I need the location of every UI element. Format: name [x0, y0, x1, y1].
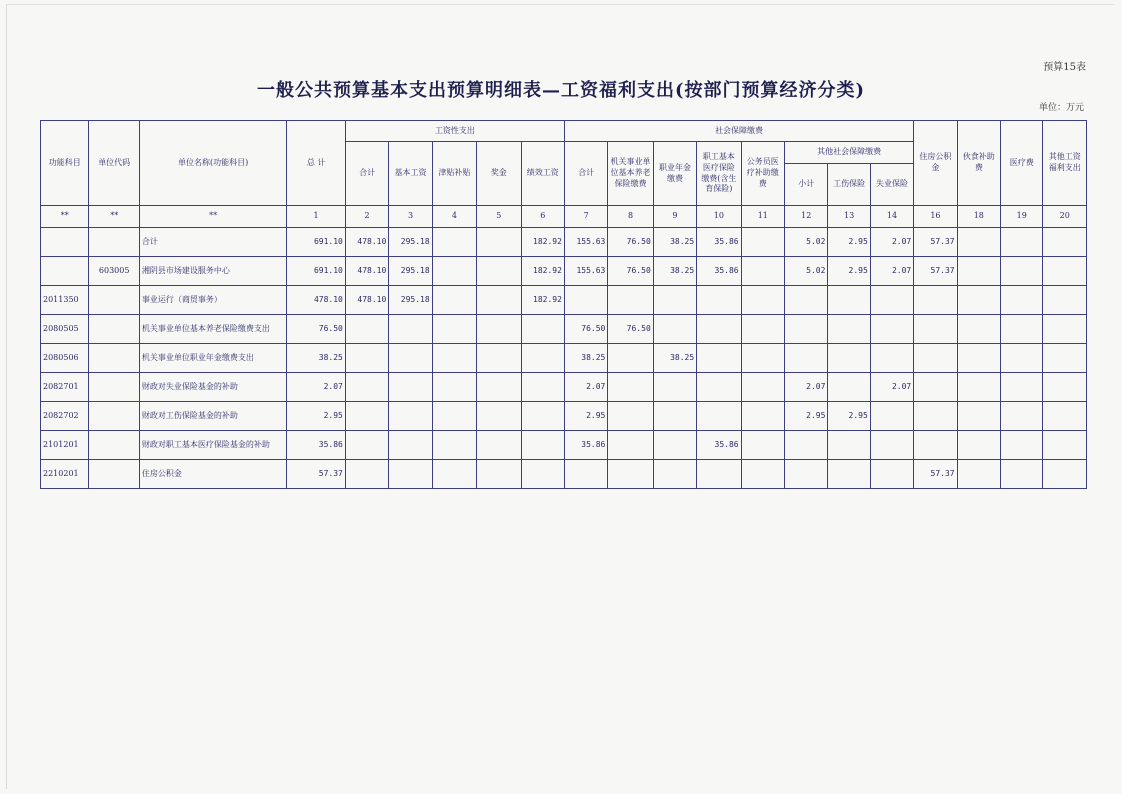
header-other-social-group: 其他社会保障缴费	[785, 142, 914, 164]
amount-cell: 2.95	[828, 402, 870, 431]
header-performance: 绩效工资	[521, 142, 564, 206]
table-row	[41, 286, 1087, 315]
amount-cell	[741, 315, 784, 344]
header-medical: 职工基本医疗保险缴费(含生育保险)	[697, 142, 741, 206]
amount-cell	[828, 373, 870, 402]
amount-cell	[389, 402, 432, 431]
index-cell: **	[139, 206, 286, 228]
amount-cell	[432, 431, 476, 460]
page-title: 一般公共预算基本支出预算明细表—工资福利支出(按部门预算经济分类)	[256, 80, 866, 101]
unit-code-cell	[89, 344, 139, 373]
amount-cell	[432, 228, 476, 257]
amount-cell: 182.92	[521, 286, 564, 315]
amount-cell	[1001, 402, 1043, 431]
header-other-wage: 其他工资福利支出	[1043, 121, 1087, 206]
amount-cell	[914, 286, 957, 315]
amount-cell: 76.50	[608, 315, 653, 344]
amount-cell	[957, 228, 1000, 257]
amount-cell	[521, 373, 564, 402]
amount-cell	[697, 286, 741, 315]
unit-code-cell	[89, 315, 139, 344]
header-meal: 伙食补助费	[957, 121, 1000, 206]
table-row	[41, 257, 1087, 286]
index-cell: **	[41, 206, 89, 228]
amount-cell	[870, 402, 913, 431]
amount-cell	[1043, 315, 1087, 344]
table-row	[41, 373, 1087, 402]
amount-cell	[477, 228, 521, 257]
amount-cell: 2.95	[828, 257, 870, 286]
amount-cell	[1043, 431, 1087, 460]
index-cell: 6	[521, 206, 564, 228]
header-wage-total: 合计	[345, 142, 388, 206]
amount-cell	[870, 286, 913, 315]
index-cell: 11	[741, 206, 784, 228]
index-cell: 19	[1001, 206, 1043, 228]
amount-cell	[957, 402, 1000, 431]
amount-cell: 2.07	[785, 373, 828, 402]
amount-cell	[785, 344, 828, 373]
unit-name-cell: 财政对失业保险基金的补助	[139, 373, 286, 402]
amount-cell: 2.07	[870, 228, 913, 257]
amount-cell	[653, 373, 696, 402]
header-total: 总 计	[287, 121, 346, 206]
amount-cell	[432, 402, 476, 431]
index-cell: 12	[785, 206, 828, 228]
amount-cell	[389, 344, 432, 373]
amount-cell	[1001, 344, 1043, 373]
amount-cell	[477, 315, 521, 344]
func-subject-cell: 2011350	[41, 286, 89, 315]
amount-cell	[1043, 373, 1087, 402]
amount-cell	[1001, 373, 1043, 402]
amount-cell	[653, 402, 696, 431]
table-row	[41, 344, 1087, 373]
unit-name-cell: 机关事业单位基本养老保险缴费支出	[139, 315, 286, 344]
index-cell: 7	[564, 206, 607, 228]
amount-cell: 2.95	[828, 228, 870, 257]
table-row	[41, 431, 1087, 460]
index-cell: 13	[828, 206, 870, 228]
amount-cell	[477, 460, 521, 489]
amount-cell: 38.25	[653, 257, 696, 286]
amount-cell: 5.02	[785, 228, 828, 257]
budget-table	[40, 120, 1087, 489]
amount-cell	[741, 460, 784, 489]
amount-cell	[1001, 286, 1043, 315]
header-unit-name: 单位名称(功能科目)	[139, 121, 286, 206]
amount-cell: 38.25	[653, 228, 696, 257]
amount-cell	[1001, 315, 1043, 344]
amount-cell: 295.18	[389, 286, 432, 315]
index-row	[41, 206, 1087, 228]
amount-cell	[653, 431, 696, 460]
amount-cell	[345, 402, 388, 431]
amount-cell: 182.92	[521, 257, 564, 286]
index-cell: 3	[389, 206, 432, 228]
amount-cell: 295.18	[389, 257, 432, 286]
unit-name-cell: 机关事业单位职业年金缴费支出	[139, 344, 286, 373]
amount-cell: 478.10	[345, 286, 388, 315]
unit-code-cell	[89, 228, 139, 257]
amount-cell	[477, 286, 521, 315]
amount-cell: 2.07	[287, 373, 346, 402]
amount-cell: 35.86	[697, 431, 741, 460]
amount-cell: 2.07	[870, 373, 913, 402]
amount-cell: 2.95	[564, 402, 607, 431]
amount-cell	[1001, 431, 1043, 460]
header-unemployment: 失业保险	[870, 164, 913, 206]
amount-cell	[345, 373, 388, 402]
unit-code-cell	[89, 402, 139, 431]
amount-cell	[608, 460, 653, 489]
amount-cell	[1043, 228, 1087, 257]
header-other-subtotal: 小计	[785, 164, 828, 206]
form-code: 预算15表	[1043, 62, 1086, 73]
header-unit-code: 单位代码	[89, 121, 139, 206]
amount-cell	[521, 402, 564, 431]
table-row	[41, 228, 1087, 257]
amount-cell: 2.95	[785, 402, 828, 431]
func-subject-cell: 2080506	[41, 344, 89, 373]
amount-cell	[828, 286, 870, 315]
header-social-total: 合计	[564, 142, 607, 206]
amount-cell	[914, 315, 957, 344]
amount-cell	[741, 431, 784, 460]
func-subject-cell	[41, 228, 89, 257]
amount-cell	[741, 373, 784, 402]
amount-cell	[870, 344, 913, 373]
amount-cell	[608, 431, 653, 460]
index-cell: 18	[957, 206, 1000, 228]
amount-cell	[432, 286, 476, 315]
amount-cell	[521, 460, 564, 489]
unit-name-cell: 财政对职工基本医疗保险基金的补助	[139, 431, 286, 460]
amount-cell	[345, 344, 388, 373]
amount-cell	[1001, 257, 1043, 286]
amount-cell	[957, 460, 1000, 489]
index-cell: 10	[697, 206, 741, 228]
unit-code-cell: 603005	[89, 257, 139, 286]
table-row	[41, 460, 1087, 489]
amount-cell	[957, 373, 1000, 402]
amount-cell	[477, 344, 521, 373]
amount-cell	[741, 286, 784, 315]
amount-cell	[345, 315, 388, 344]
amount-cell	[477, 257, 521, 286]
unit-name-cell: 湘阴县市场建设服务中心	[139, 257, 286, 286]
amount-cell	[389, 315, 432, 344]
amount-cell: 2.07	[564, 373, 607, 402]
func-subject-cell: 2082702	[41, 402, 89, 431]
amount-cell	[389, 373, 432, 402]
header-medical-fee: 医疗费	[1001, 121, 1043, 206]
amount-cell: 38.25	[653, 344, 696, 373]
amount-cell	[870, 315, 913, 344]
amount-cell	[653, 460, 696, 489]
func-subject-cell	[41, 257, 89, 286]
func-subject-cell: 2101201	[41, 431, 89, 460]
amount-cell	[1043, 402, 1087, 431]
amount-cell: 691.10	[287, 228, 346, 257]
amount-cell	[521, 431, 564, 460]
amount-cell	[653, 315, 696, 344]
amount-cell	[477, 402, 521, 431]
amount-cell	[957, 315, 1000, 344]
amount-cell	[828, 315, 870, 344]
amount-cell	[1043, 344, 1087, 373]
amount-cell: 478.10	[345, 228, 388, 257]
amount-cell	[1043, 460, 1087, 489]
header-civil-medical: 公务员医疗补助缴费	[741, 142, 784, 206]
header-injury: 工伤保险	[828, 164, 870, 206]
amount-cell	[785, 315, 828, 344]
amount-cell	[389, 431, 432, 460]
amount-cell	[432, 344, 476, 373]
amount-cell	[741, 344, 784, 373]
amount-cell: 182.92	[521, 228, 564, 257]
amount-cell	[345, 460, 388, 489]
amount-cell: 57.37	[914, 460, 957, 489]
amount-cell	[870, 431, 913, 460]
amount-cell	[521, 344, 564, 373]
amount-cell	[389, 460, 432, 489]
amount-cell	[608, 373, 653, 402]
table-row	[41, 315, 1087, 344]
index-cell: 16	[914, 206, 957, 228]
amount-cell: 2.07	[870, 257, 913, 286]
index-cell: 1	[287, 206, 346, 228]
index-cell: 2	[345, 206, 388, 228]
amount-cell	[697, 373, 741, 402]
amount-cell: 155.63	[564, 257, 607, 286]
amount-cell	[697, 344, 741, 373]
index-cell: 9	[653, 206, 696, 228]
amount-cell	[432, 315, 476, 344]
index-cell: **	[89, 206, 139, 228]
amount-cell	[1001, 460, 1043, 489]
amount-cell	[608, 402, 653, 431]
index-cell: 8	[608, 206, 653, 228]
index-cell: 5	[477, 206, 521, 228]
amount-cell	[1043, 257, 1087, 286]
amount-cell: 57.37	[287, 460, 346, 489]
amount-cell: 35.86	[697, 257, 741, 286]
unit-code-cell	[89, 460, 139, 489]
header-func-subject: 功能科目	[41, 121, 89, 206]
amount-cell: 5.02	[785, 257, 828, 286]
header-pension: 机关事业单位基本养老保险缴费	[608, 142, 653, 206]
amount-cell: 2.95	[287, 402, 346, 431]
amount-cell: 478.10	[287, 286, 346, 315]
header-wage-group: 工资性支出	[345, 121, 564, 142]
func-subject-cell: 2080505	[41, 315, 89, 344]
amount-cell	[957, 286, 1000, 315]
unit-name-cell: 住房公积金	[139, 460, 286, 489]
amount-cell	[957, 257, 1000, 286]
amount-cell: 76.50	[608, 257, 653, 286]
amount-cell	[432, 373, 476, 402]
amount-cell	[697, 460, 741, 489]
amount-cell: 57.37	[914, 257, 957, 286]
unit-code-cell	[89, 373, 139, 402]
index-cell: 14	[870, 206, 913, 228]
amount-cell: 295.18	[389, 228, 432, 257]
func-subject-cell: 2082701	[41, 373, 89, 402]
func-subject-cell: 2210201	[41, 460, 89, 489]
amount-cell	[697, 315, 741, 344]
amount-cell	[870, 460, 913, 489]
amount-cell	[957, 344, 1000, 373]
amount-cell	[741, 257, 784, 286]
amount-cell	[785, 431, 828, 460]
amount-cell: 57.37	[914, 228, 957, 257]
amount-cell: 38.25	[287, 344, 346, 373]
amount-cell	[785, 460, 828, 489]
header-annuity: 职业年金缴费	[653, 142, 696, 206]
amount-cell: 691.10	[287, 257, 346, 286]
amount-cell	[564, 460, 607, 489]
table-body	[41, 206, 1087, 489]
unit-code-cell	[89, 431, 139, 460]
amount-cell: 76.50	[608, 228, 653, 257]
amount-cell	[521, 315, 564, 344]
index-cell: 20	[1043, 206, 1087, 228]
amount-cell	[741, 402, 784, 431]
unit-name-cell: 合计	[139, 228, 286, 257]
amount-cell	[477, 431, 521, 460]
amount-cell	[608, 286, 653, 315]
amount-cell	[1001, 228, 1043, 257]
amount-cell	[828, 460, 870, 489]
amount-cell: 35.86	[697, 228, 741, 257]
amount-cell	[564, 286, 607, 315]
table-row	[41, 402, 1087, 431]
amount-cell	[432, 257, 476, 286]
unit-name-cell: 事业运行（商贸事务）	[139, 286, 286, 315]
amount-cell	[957, 431, 1000, 460]
amount-cell	[345, 431, 388, 460]
unit-label: 单位：万元	[1038, 103, 1084, 113]
amount-cell: 478.10	[345, 257, 388, 286]
unit-name-cell: 财政对工伤保险基金的补助	[139, 402, 286, 431]
amount-cell	[741, 228, 784, 257]
amount-cell	[828, 344, 870, 373]
unit-code-cell	[89, 286, 139, 315]
amount-cell	[914, 344, 957, 373]
amount-cell: 76.50	[564, 315, 607, 344]
amount-cell	[914, 402, 957, 431]
amount-cell: 35.86	[564, 431, 607, 460]
amount-cell	[477, 373, 521, 402]
header-allowance: 津贴补贴	[432, 142, 476, 206]
amount-cell	[828, 431, 870, 460]
header-basic-wage: 基本工资	[389, 142, 432, 206]
amount-cell	[608, 344, 653, 373]
amount-cell	[914, 373, 957, 402]
amount-cell: 35.86	[287, 431, 346, 460]
amount-cell	[1043, 286, 1087, 315]
amount-cell: 38.25	[564, 344, 607, 373]
amount-cell	[697, 402, 741, 431]
amount-cell	[653, 286, 696, 315]
header-bonus: 奖金	[477, 142, 521, 206]
amount-cell	[785, 286, 828, 315]
header-housing: 住房公积金	[914, 121, 957, 206]
header-social-group: 社会保障缴费	[564, 121, 913, 142]
amount-cell: 155.63	[564, 228, 607, 257]
index-cell: 4	[432, 206, 476, 228]
amount-cell: 76.50	[287, 315, 346, 344]
amount-cell	[432, 460, 476, 489]
amount-cell	[914, 431, 957, 460]
